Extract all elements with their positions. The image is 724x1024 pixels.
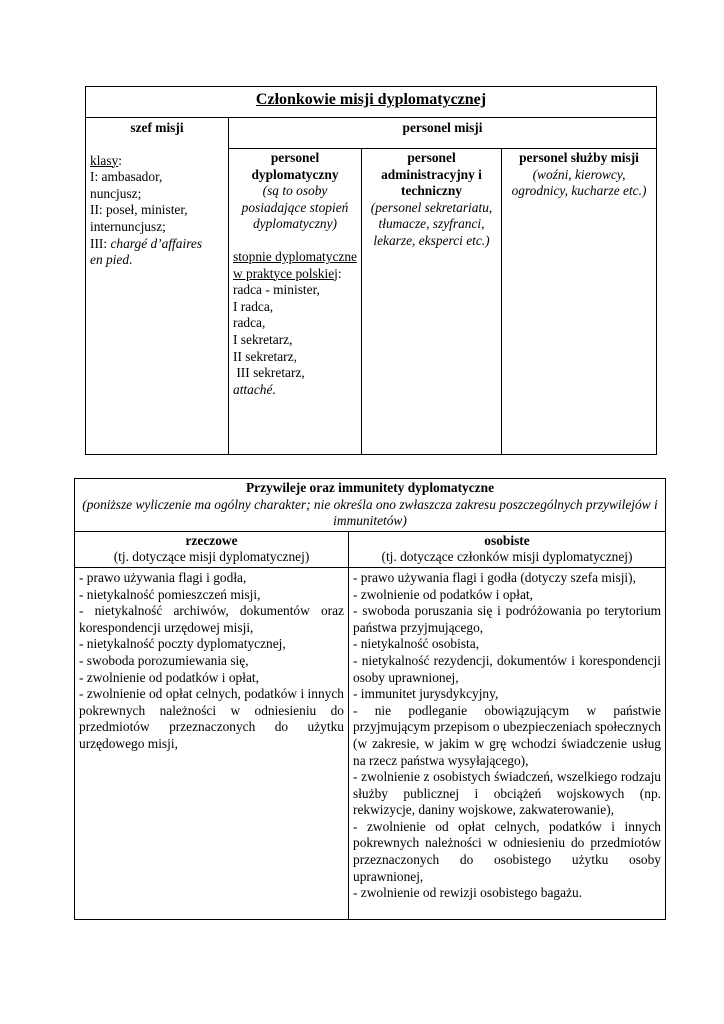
rank-item: I sekretarz, (233, 331, 293, 347)
class-line: nuncjusz; (90, 185, 142, 201)
service-staff-subtitle: (woźni, kierowcy, ogrodnicy, kucharze etc.) (511, 166, 647, 199)
classes-label: klasy (90, 152, 119, 168)
material-heading: rzeczowe (185, 532, 238, 548)
list-item: - nietykalność poczty dyplomatycznej, (79, 636, 286, 652)
class-line: II: poseł, minister, (90, 202, 188, 218)
list-item: - zwolnienie od rewizji osobistego bagażu. (353, 885, 583, 901)
rank-item: III sekretarz, (233, 365, 305, 381)
list-item: - prawo używania flagi i godła, (79, 569, 247, 585)
admin-staff-heading: personel administracyjny i techniczny (381, 150, 482, 199)
class-line: I: ambasador, (90, 169, 163, 185)
list-item: - nietykalność osobista, (353, 636, 480, 652)
classes-colon: : (118, 152, 122, 168)
list-item: - swoboda poruszania się i podróżowania po terytorium państwa przyjmującego, (353, 603, 661, 635)
service-staff-heading: personel służby misji (519, 150, 639, 165)
personal-subheading: (tj. dotyczące członków misji dyplomatycznej) (381, 549, 633, 565)
class-line: en pied. (90, 252, 133, 268)
privileges-title: Przywileje oraz immunitety dyplomatyczne (245, 480, 495, 495)
rank-item: radca - minister, (233, 282, 320, 298)
rank-item: II sekretarz, (233, 348, 297, 364)
admin-staff-subtitle: (personel sekretariatu, tłumacze, szyfranci, lekarze, eksperci etc.) (370, 199, 493, 248)
members-table-title: Członkowie misji dyplomatycznej (86, 87, 657, 118)
list-item: - immunitet jurysdykcyjny, (353, 686, 499, 702)
head-of-mission-cell (86, 118, 229, 455)
diplomatic-staff-subtitle: (są to osoby posiadające stopień dyplomatyczny) (241, 183, 349, 232)
privileges-subtitle: (poniższe wyliczenie ma ogólny charakter; nie określa ono zwłaszcza zakresu poszczególnych przywilejów i immunitetów) (82, 496, 658, 529)
diplomatic-staff-cell (229, 149, 362, 455)
admin-staff-cell (362, 149, 502, 455)
list-item: - zwolnienie od podatków i opłat, (79, 669, 259, 685)
class-line: internuncjusz; (90, 218, 166, 234)
members-table (85, 86, 657, 455)
list-item: - zwolnienie z osobistych świadczeń, wszelkiego rodzaju służby publicznej i obciążeń wojskowych (np. rekwizycje, daniny wojskowe, zakwaterowanie), (353, 769, 661, 818)
list-item: - nietykalność pomieszczeń misji, (79, 586, 261, 602)
list-item: - swoboda porozumiewania się, (79, 652, 249, 668)
list-item: - nie podleganie obowiązującym w państwie przyjmującym przepisom o ubezpieczeniach społecznych (w zakresie, w jakim w grę wchodzi świadczenie usług na rzecz państwa wysyłającego), (353, 702, 661, 768)
privileges-header-cell (75, 479, 666, 532)
material-heading-cell (75, 531, 349, 567)
ranks-label-line: stopnie dyplomatyczne w praktyce polskiej: (233, 248, 357, 281)
rank-item: radca, (233, 315, 266, 331)
mission-staff-heading: personel misji (229, 118, 657, 149)
personal-list-cell (349, 567, 666, 919)
list-item: - nietykalność rezydencji, dokumentów i korespondencji osoby uprawnionej, (353, 652, 661, 685)
personal-heading-cell (349, 531, 666, 567)
rank-item: attaché. (233, 381, 276, 397)
list-item: - zwolnienie od opłat celnych, podatków i innych pokrewnych należności w odniesieniu do przedmiotów przeznaczonych do użytku urzędowego misji, (79, 686, 344, 751)
service-staff-cell (502, 149, 657, 455)
rank-item: I radca, (233, 298, 274, 314)
list-item: - zwolnienie od opłat celnych, podatków i innych pokrewnych należności w odniesieniu do przedmiotów przeznaczonych do osobistego użytku osoby uprawnionej, (353, 818, 661, 884)
material-subheading: (tj. dotyczące misji dyplomatycznej) (113, 549, 310, 565)
privileges-table (74, 478, 666, 920)
list-item: - zwolnienie od podatków i opłat, (353, 586, 533, 602)
diplomatic-staff-heading: personel dyplomatyczny (251, 150, 339, 182)
head-of-mission-heading: szef misji (130, 120, 184, 135)
list-item: - nietykalność archiwów, dokumentów oraz korespondencji urzędowej misji, (79, 603, 344, 635)
personal-heading: osobiste (484, 532, 530, 548)
class-line: III: chargé d’affaires (90, 235, 203, 251)
material-list-cell (75, 567, 349, 919)
list-item: - prawo używania flagi i godła (dotyczy szefa misji), (353, 569, 636, 585)
